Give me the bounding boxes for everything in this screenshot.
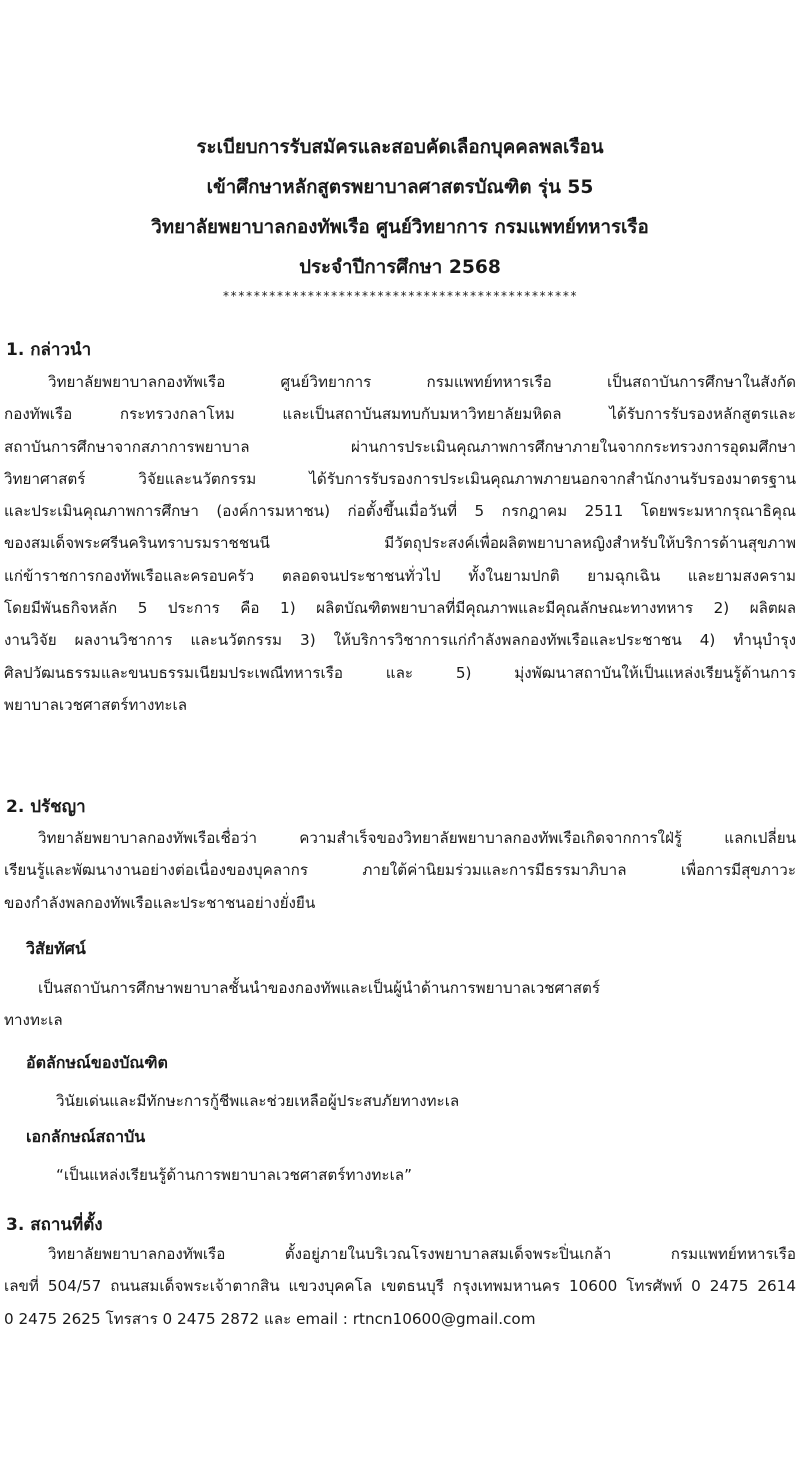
section-2-heading: 2. ปรัชญา: [6, 797, 86, 817]
paragraph-line: วิทยาศาสตร์ วิจัยและนวัตกรรม ได้รับการรับรองการประเมินคุณภาพภายนอกจากสำนักงานรับรองมาตรฐาน: [4, 469, 796, 488]
paragraph-line: พยาบาลเวชศาสตร์ทางทะเล: [4, 695, 188, 714]
paragraph-line: ของกำลังพลกองทัพเรือและประชาชนอย่างยั่งยืน: [4, 893, 316, 912]
paragraph-line: ศิลปวัฒนธรรมและขนบธรรมเนียมประเพณีทหารเรือ และ 5) มุ่งพัฒนาสถาบันให้เป็นแหล่งเรียนรู้ด้านการ: [4, 663, 796, 682]
paragraph-line: งานวิจัย ผลงานวิชาการ และนวัตกรรม 3) ให้บริการวิชาการแก่กำลังพลกองทัพเรือและประชาชน 4) ทำนุบำรุง: [4, 631, 796, 650]
paragraph-line: 0 2475 2625 โทรสาร 0 2475 2872 และ email : rtncn10600@gmail.com: [4, 1309, 536, 1328]
paragraph-line: สถาบันการศึกษาจากสภาการพยาบาล ผ่านการประเมินคุณภาพการศึกษาภายในจากกระทรวงการอุดมศึกษา: [4, 437, 796, 456]
paragraph-line: เป็นสถาบันการศึกษาพยาบาลชั้นนำของกองทัพและเป็นผู้นำด้านการพยาบาลเวชศาสตร์: [38, 979, 601, 997]
title-line: ระเบียบการรับสมัครและสอบคัดเลือกบุคคลพลเรือน: [196, 137, 604, 158]
paragraph-line: วิทยาลัยพยาบาลกองทัพเรือ ศูนย์วิทยาการ กรมแพทย์ทหารเรือ เป็นสถาบันการศึกษาในสังกัด: [48, 373, 796, 391]
identity-text: วินัยเด่นและมีทักษะการกู้ชีพและช่วยเหลือผู้ประสบภัยทางทะเล: [56, 1092, 460, 1110]
title-line: ประจำปีการศึกษา 2568: [299, 257, 501, 278]
section-1-paragraph: [4, 366, 796, 721]
section-3-paragraph: [4, 1238, 796, 1335]
paragraph-line: แก่ข้าราชการกองทัพเรือและครอบครัว ตลอดจนประชาชนทั่วไป ทั้งในยามปกติ ยามฉุกเฉิน และยามสงคราม: [4, 566, 796, 585]
title-line: เข้าศึกษาหลักสูตรพยาบาลศาสตรบัณฑิต รุ่น 55: [206, 177, 594, 198]
document-title: [0, 128, 800, 288]
section-1-heading: 1. กล่าวนำ: [6, 340, 92, 360]
identity-heading: อัตลักษณ์ของบัณฑิต: [26, 1053, 168, 1072]
paragraph-line: วิทยาลัยพยาบาลกองทัพเรือ ตั้งอยู่ภายในบริเวณโรงพยาบาลสมเด็จพระปิ่นเกล้า กรมแพทย์ทหารเรือ: [48, 1245, 796, 1263]
paragraph-line: และประเมินคุณภาพการศึกษา (องค์การมหาชน) ก่อตั้งขึ้นเมื่อวันที่ 5 กรกฎาคม 2511 โดยพระมหากรุณาธิคุณ: [4, 502, 796, 521]
title-line: วิทยาลัยพยาบาลกองทัพเรือ ศูนย์วิทยาการ กรมแพทย์ทหารเรือ: [151, 217, 649, 238]
paragraph-line: ของสมเด็จพระศรีนครินทราบรมราชชนนี มีวัตถุประสงค์เพื่อผลิตพยาบาลหญิงสำหรับให้บริการด้านสุขภาพ: [4, 534, 796, 553]
section-2-paragraph: [4, 822, 796, 919]
paragraph-line: เรียนรู้และพัฒนางานอย่างต่อเนื่องของบุคลากร ภายใต้ค่านิยมร่วมและการมีธรรมาภิบาล เพื่อการมีสุขภาวะ: [4, 861, 796, 880]
section-3-heading: 3. สถานที่ตั้ง: [6, 1215, 103, 1235]
vision-paragraph: [4, 972, 796, 1037]
uniqueness-text: “เป็นแหล่งเรียนรู้ด้านการพยาบาลเวชศาสตร์ทางทะเล”: [56, 1166, 412, 1184]
title-divider: **********************************************: [222, 289, 578, 303]
paragraph-line: กองทัพเรือ กระทรวงกลาโหม และเป็นสถาบันสมทบกับมหาวิทยาลัยมหิดล ได้รับการรับรองหลักสูตรและ: [4, 405, 796, 424]
paragraph-line: วิทยาลัยพยาบาลกองทัพเรือเชื่อว่า ความสำเร็จของวิทยาลัยพยาบาลกองทัพเรือเกิดจากการใฝ่รู้ แลกเปลี่ยน: [38, 829, 796, 847]
paragraph-line: เลขที่ 504/57 ถนนสมเด็จพระเจ้าตากสิน แขวงบุคคโล เขตธนบุรี กรุงเทพมหานคร 10600 โทรศัพท์ 0 2475 2614: [4, 1277, 796, 1296]
vision-heading: วิสัยทัศน์: [26, 939, 86, 958]
paragraph-line: ทางทะเล: [4, 1011, 63, 1030]
uniqueness-heading: เอกลักษณ์สถาบัน: [26, 1127, 146, 1146]
paragraph-line: โดยมีพันธกิจหลัก 5 ประการ คือ 1) ผลิตบัณฑิตพยาบาลที่มีคุณภาพและมีคุณลักษณะทางทหาร 2) ผลิตผล: [4, 599, 796, 618]
